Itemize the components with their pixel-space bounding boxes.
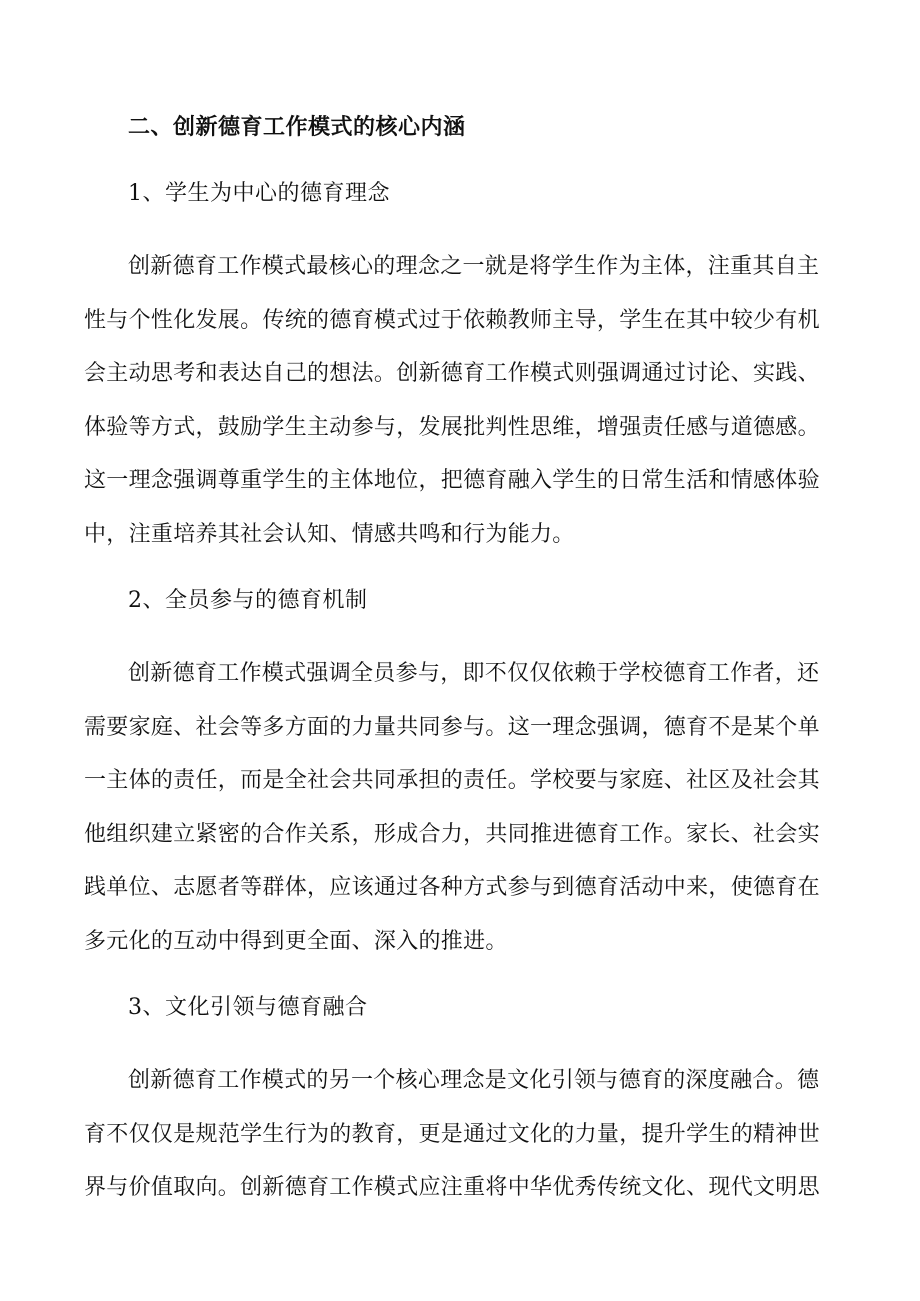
paragraph-line: 这一理念强调尊重学生的主体地位，把德育融入学生的日常生活和情感体验 xyxy=(84,468,820,493)
section-heading: 二、创新德育工作模式的核心内涵 xyxy=(128,115,466,140)
paragraph-line: 创新德育工作模式的另一个核心理念是文化引领与德育的深度融合。德 xyxy=(128,1068,820,1093)
paragraph-line: 会主动思考和表达自己的想法。创新德育工作模式则强调通过讨论、实践、 xyxy=(84,361,820,386)
paragraph-line: 创新德育工作模式强调全员参与，即不仅仅依赖于学校德育工作者，还 xyxy=(128,661,820,686)
paragraph-line: 他组织建立紧密的合作关系，形成合力，共同推进德育工作。家长、社会实 xyxy=(84,821,820,847)
paragraph-line: 育不仅仅是规范学生行为的教育，更是通过文化的力量，提升学生的精神世 xyxy=(84,1121,820,1147)
paragraph-line: 需要家庭、社会等多方面的力量共同参与。这一理念强调，德育不是某个单 xyxy=(84,714,820,740)
paragraph-1 xyxy=(84,240,835,561)
paragraph-line: 一主体的责任，而是全社会共同承担的责任。学校要与家庭、社区及社会其 xyxy=(84,768,820,793)
paragraph-2 xyxy=(84,647,835,968)
paragraph-line: 创新德育工作模式最核心的理念之一就是将学生作为主体，注重其自主 xyxy=(128,254,820,279)
paragraph-line: 多元化的互动中得到更全面、深入的推进。 xyxy=(84,928,508,954)
paragraph-line: 体验等方式，鼓励学生主动参与，发展批判性思维，增强责任感与道德感。 xyxy=(84,414,820,440)
document-body xyxy=(84,110,835,1237)
paragraph-line: 界与价值取向。创新德育工作模式应注重将中华优秀传统文化、现代文明思 xyxy=(84,1175,820,1200)
subsection-title-1: 1、学生为中心的德育理念 xyxy=(128,181,390,206)
paragraph-line: 中，注重培养其社会认知、情感共鸣和行为能力。 xyxy=(84,521,575,547)
paragraph-line: 践单位、志愿者等群体，应该通过各种方式参与到德育活动中来，使德育在 xyxy=(84,875,820,900)
subsection-title-3: 3、文化引领与德育融合 xyxy=(128,995,368,1020)
subsection-title-2: 2、全员参与的德育机制 xyxy=(128,588,368,613)
paragraph-line: 性与个性化发展。传统的德育模式过于依赖教师主导，学生在其中较少有机 xyxy=(84,307,820,333)
paragraph-3 xyxy=(84,1054,835,1215)
